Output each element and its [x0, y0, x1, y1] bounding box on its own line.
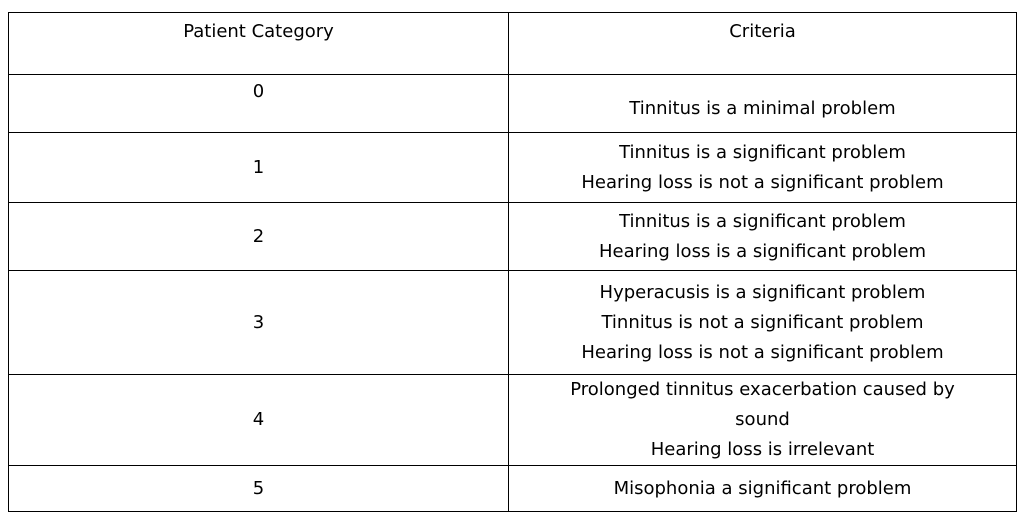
criteria-cell	[509, 271, 1017, 375]
table-row	[9, 466, 1017, 512]
document-page	[8, 12, 1016, 512]
table-row	[9, 203, 1017, 271]
table-header-row	[9, 13, 1017, 75]
category-cell: 2	[9, 203, 509, 271]
table-row	[9, 271, 1017, 375]
criteria-line: Hearing loss is irrelevant	[650, 439, 875, 460]
header-criteria: Criteria	[509, 13, 1017, 75]
criteria-cell	[509, 203, 1017, 271]
criteria-line: Hyperacusis is a significant problem	[599, 281, 926, 303]
criteria-cell	[509, 133, 1017, 203]
criteria-line: Tinnitus is a significant problem	[619, 210, 906, 232]
criteria-line: Prolonged tinnitus exacerbation caused by	[570, 379, 955, 400]
criteria-line: Tinnitus is a significant problem	[619, 141, 906, 163]
category-cell: 3	[9, 271, 509, 375]
category-cell: 4	[9, 375, 509, 466]
criteria-cell	[509, 75, 1017, 133]
criteria-line: Hearing loss is not a significant problem	[581, 341, 944, 363]
criteria-line: Hearing loss is a significant problem	[598, 240, 927, 262]
criteria-line: Tinnitus is a minimal problem	[629, 98, 896, 119]
patient-category-table	[8, 12, 1017, 512]
table-row	[9, 75, 1017, 133]
criteria-cell	[509, 466, 1017, 512]
category-cell: 0	[9, 75, 509, 133]
category-cell: 5	[9, 466, 509, 512]
header-patient-category: Patient Category	[9, 13, 509, 75]
criteria-line: Misophonia a significant problem	[613, 477, 912, 499]
category-cell: 1	[9, 133, 509, 203]
criteria-cell	[509, 375, 1017, 466]
table-row	[9, 133, 1017, 203]
criteria-line: sound	[735, 409, 790, 430]
criteria-line: Tinnitus is not a significant problem	[601, 311, 924, 333]
criteria-line: Hearing loss is not a significant problem	[581, 171, 944, 193]
table-row	[9, 375, 1017, 466]
